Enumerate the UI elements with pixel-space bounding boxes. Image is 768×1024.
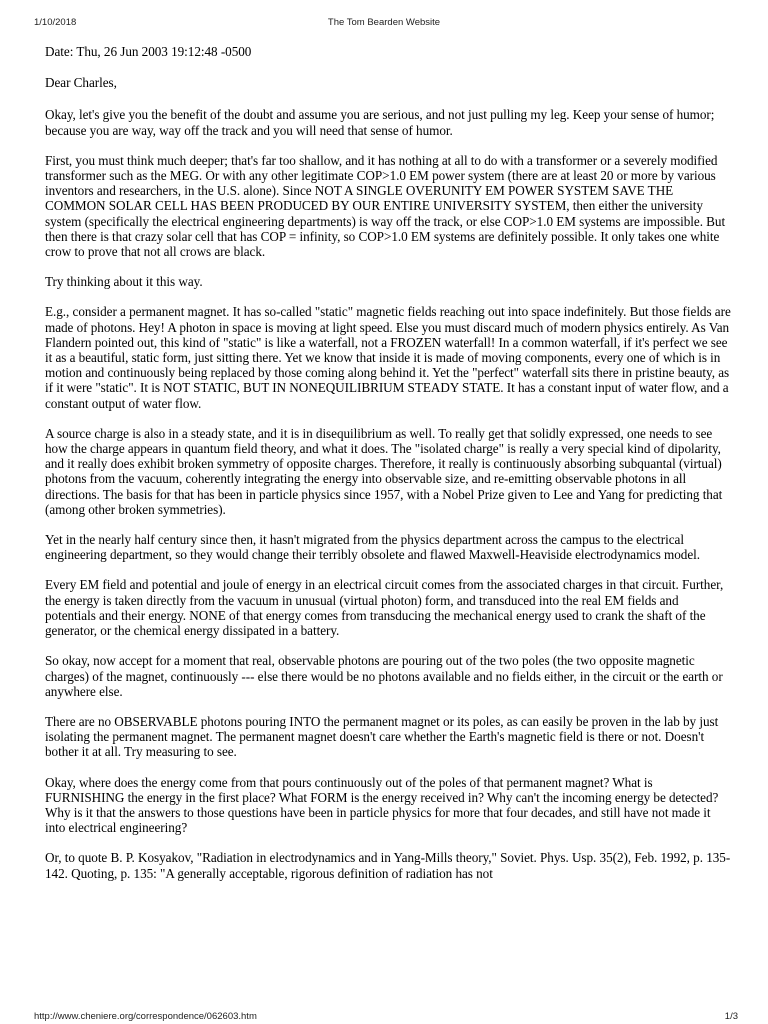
paragraph: Every EM field and potential and joule of energy in an electrical circuit comes from the associated charges in that circuit. Further, the energy is taken directly from the vacuum in unusual (virtual photon) form, and transduced into the real EM fields and potentials and their energy. NONE of that energy comes from transducing the mechanical energy used to crank the shaft of the generator, or the chemical energy dissipated in a battery. <box>45 577 724 639</box>
letter-date: Date: Thu, 26 Jun 2003 19:12:48 -0500 <box>45 44 252 59</box>
paragraph: Or, to quote B. P. Kosyakov, "Radiation in electrodynamics and in Yang-Mills theory," Soviet. Phys. Usp. 35(2), Feb. 1992, p. 135-142. Quoting, p. 135: "A generally acceptable, rigorous definition of radiation has not <box>45 850 731 881</box>
page-title: The Tom Bearden Website <box>327 17 441 28</box>
paragraph: E.g., consider a permanent magnet. It has so-called "static" magnetic fields reaching out into space indefinitely. But those fields are made of photons. Hey! A photon in space is moving at light speed. Else you must discard much of modern physics entirely. As Van Flandern pointed out, this kind of "static" is like a waterfall, not a FROZEN waterfall! In a common waterfall, if it's perfect we see it as a beautiful, static form, just sitting there. Yet we know that inside it is made of moving components, every one of which is in motion and continuously being replaced by those coming along behind it. Yet the "perfect" waterfall sits there in pristine beauty, as if it were "static". It is NOT STATIC, BUT IN NONEQUILIBRIUM STEADY STATE. It has a constant input of water flow, and a constant output of water flow. <box>45 304 731 411</box>
paragraph: Okay, where does the energy come from that pours continuously out of the poles of that permanent magnet? What is FURNISHING the energy in the first place? What FORM is the energy received in? Why can't the incoming energy be detected? Why is it that the answers to those questions have been in particle physics for more that four decades, and still have not made it into electrical engineering? <box>45 774 719 836</box>
paragraph: Okay, let's give you the benefit of the doubt and assume you are serious, and not just pulling my leg. Keep your sense of humor; because you are way, way off the track and you will need that sense of humor. <box>45 107 715 138</box>
print-date: 1/10/2018 <box>34 17 77 28</box>
print-footer <box>0 1000 768 1024</box>
print-header <box>0 0 768 26</box>
letter-body <box>45 44 731 896</box>
page-url: http://www.cheniere.org/correspondence/062603.htm <box>34 1011 257 1022</box>
paragraph: First, you must think much deeper; that's far too shallow, and it has nothing at all to do with a transformer or a severely modified transformer such as the MEG. Or with any other legitimate COP>1.0 EM power system (there are at least 20 or more by various inventors and researchers, in the U.S. alone). Since NOT A SINGLE OVERUNITY EM POWER SYSTEM SAVE THE COMMON SOLAR CELL HAS BEEN PRODUCED BY OUR ENTIRE UNIVERSITY SYSTEM, then either the university system (specifically the electrical engineering departments) is way off the track, or else COP>1.0 EM systems are impossible. But then there is that crazy solar cell that has COP = infinity, so COP>1.0 EM systems are definitely possible. It only takes one white crow to prove that not all crows are black. <box>45 152 726 260</box>
paragraph: There are no OBSERVABLE photons pouring INTO the permanent magnet or its poles, as can easily be proven in the lab by just isolating the permanent magnet. The permanent magnet doesn't care whether the Earth's magnetic field is there or not. Doesn't bother it at all. Try measuring to see. <box>45 713 719 760</box>
paragraph: Yet in the nearly half century since then, it hasn't migrated from the physics department across the campus to the electrical engineering department, so they would change their terribly obsolete and flawed Maxwell-Heaviside electrodynamics model. <box>45 532 700 563</box>
paragraph: So okay, now accept for a moment that real, observable photons are pouring out of the two poles (the two opposite magnetic charges) of the magnet, continuously --- else there would be no photons available and no fields either, in the circuit or the earth or anywhere else. <box>45 653 723 699</box>
paragraph: A source charge is also in a steady state, and it is in disequilibrium as well. To really get that solidly expressed, one needs to see how the charge appears in quantum field theory, and what it does. The "isolated charge" is really a very special kind of dipolarity, and it really does exhibit broken symmetry of opposite charges. Therefore, it really is continuously absorbing subquantal (virtual) photons from the vacuum, coherently integrating the energy into observable size, and re-emitting observable photons in all directions. The basis for that has been in particle physics since 1957, with a Nobel Prize given to Lee and Yang for predicting that (among other broken symmetries). <box>45 425 723 517</box>
page-number: 1/3 <box>724 1011 738 1022</box>
letter-salutation: Dear Charles, <box>45 75 117 91</box>
paragraph: Try thinking about it this way. <box>45 274 203 290</box>
